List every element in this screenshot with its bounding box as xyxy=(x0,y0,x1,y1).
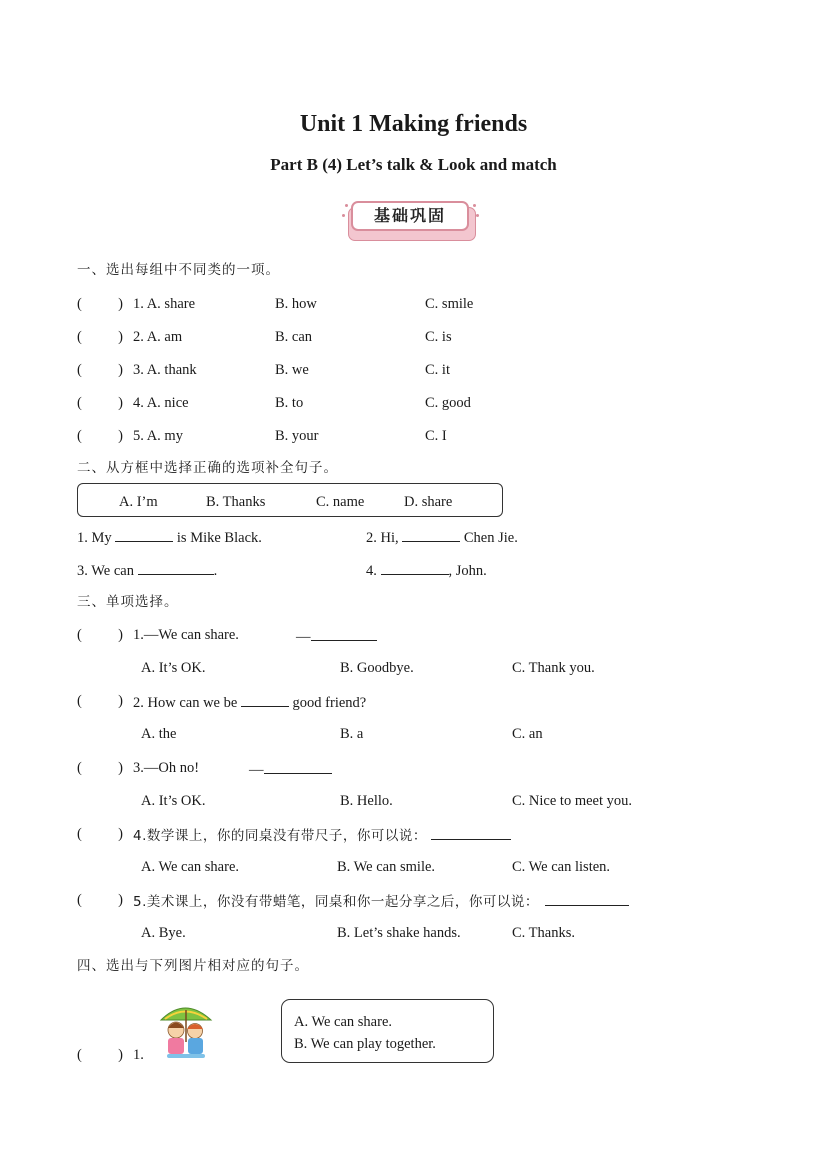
answer-blank[interactable] xyxy=(545,890,629,906)
answer-paren[interactable]: ( ) xyxy=(77,329,123,345)
option-c: C. good xyxy=(425,395,471,411)
section-badge xyxy=(345,200,477,240)
answer-paren[interactable]: ( ) xyxy=(77,395,123,411)
fill-question-1 xyxy=(77,526,262,548)
children-umbrella-picture xyxy=(155,1002,215,1060)
option-a: 1. A. share xyxy=(133,296,196,312)
question-text xyxy=(133,691,366,713)
question-text xyxy=(133,824,511,846)
answer-blank[interactable] xyxy=(264,758,332,774)
answer-paren[interactable]: ( ) xyxy=(77,826,123,842)
question-text: 2. Hi, xyxy=(366,530,399,546)
option-b: B. can xyxy=(275,329,313,345)
option-b: B. We can smile. xyxy=(337,859,436,875)
answer-paren[interactable]: ( ) xyxy=(77,627,123,643)
dash: — xyxy=(296,629,311,645)
option-a: 3. A. thank xyxy=(133,362,197,378)
choice-option: A. We can share. xyxy=(294,1014,393,1030)
answer-blank[interactable] xyxy=(431,824,511,840)
option-c: C. We can listen. xyxy=(512,859,611,875)
question-text: 1. My xyxy=(77,530,112,546)
question-text: 3. We can xyxy=(77,563,134,579)
option-b: B. your xyxy=(275,428,319,444)
fill-question-3 xyxy=(77,559,217,581)
answer-blank[interactable] xyxy=(115,526,173,542)
section1-heading: 一、选出每组中不同类的一项。 xyxy=(77,262,280,278)
option-a: A. the xyxy=(141,726,177,742)
word-option: D. share xyxy=(404,494,453,510)
answer-paren[interactable]: ( ) xyxy=(77,760,123,776)
answer-paren[interactable]: ( ) xyxy=(77,362,123,378)
badge-label: 基础巩固 xyxy=(373,206,446,225)
fill-question-4 xyxy=(366,559,487,581)
option-a: A. It’s OK. xyxy=(141,793,206,809)
section2-heading: 二、从方框中选择正确的选项补全句子。 xyxy=(77,460,338,476)
question-text: 1.—We can share. xyxy=(133,627,239,643)
answer-paren[interactable]: ( ) xyxy=(77,1047,123,1063)
option-b: B. Hello. xyxy=(340,793,393,809)
word-option: A. I’m xyxy=(119,494,158,510)
badge-dot xyxy=(342,214,345,217)
badge-dot xyxy=(476,214,479,217)
option-c: C. an xyxy=(512,726,543,742)
answer-paren[interactable]: ( ) xyxy=(77,296,123,312)
option-b: B. we xyxy=(275,362,309,378)
answer-paren[interactable]: ( ) xyxy=(77,428,123,444)
section4-heading: 四、选出与下列图片相对应的句子。 xyxy=(77,958,309,974)
page-subtitle: Part B (4) Let’s talk & Look and match xyxy=(270,155,557,174)
option-c: C. Thank you. xyxy=(512,660,595,676)
answer-paren[interactable]: ( ) xyxy=(77,892,123,908)
question-text: is Mike Black. xyxy=(176,530,262,546)
question-text: good friend? xyxy=(292,695,367,711)
answer-blank[interactable] xyxy=(402,526,460,542)
dash: — xyxy=(249,762,264,778)
option-c: C. Nice to meet you. xyxy=(512,793,633,809)
option-c: C. it xyxy=(425,362,450,378)
option-a: A. Bye. xyxy=(141,925,186,941)
reply-line xyxy=(296,625,377,647)
answer-blank[interactable] xyxy=(138,559,214,575)
page-title: Unit 1 Making friends xyxy=(299,111,528,137)
option-a: 4. A. nice xyxy=(133,395,189,411)
question-text: 3.—Oh no! xyxy=(133,760,200,776)
badge-dot xyxy=(473,204,476,207)
option-b: B. a xyxy=(340,726,364,742)
reply-line xyxy=(249,758,332,780)
answer-paren[interactable]: ( ) xyxy=(77,693,123,709)
answer-blank[interactable] xyxy=(241,691,289,707)
option-c: C. Thanks. xyxy=(512,925,575,941)
option-c: C. I xyxy=(425,428,447,444)
question-text: 4. xyxy=(366,563,377,579)
option-b: B. how xyxy=(275,296,317,312)
option-b: B. to xyxy=(275,395,304,411)
answer-blank[interactable] xyxy=(381,559,449,575)
question-text: 2. How can we be xyxy=(133,695,238,711)
question-text: 4.数学课上，你的同桌没有带尺子，你可以说： xyxy=(133,828,427,844)
word-option: C. name xyxy=(316,494,365,510)
word-option: B. Thanks xyxy=(206,494,266,510)
answer-blank[interactable] xyxy=(311,625,377,641)
badge-dot xyxy=(345,204,348,207)
option-b: B. Let’s shake hands. xyxy=(337,925,461,941)
option-c: C. smile xyxy=(425,296,474,312)
question-text: , John. xyxy=(448,563,487,579)
choice-option: B. We can play together. xyxy=(294,1036,436,1052)
section3-heading: 三、单项选择。 xyxy=(77,594,179,610)
question-text: Chen Jie. xyxy=(463,530,518,546)
option-c: C. is xyxy=(425,329,452,345)
question-text: . xyxy=(213,563,218,579)
option-a: A. It’s OK. xyxy=(141,660,206,676)
question-text: 5.美术课上，你没有带蜡笔，同桌和你一起分享之后，你可以说： xyxy=(133,894,539,910)
option-a: 5. A. my xyxy=(133,428,183,444)
option-a: A. We can share. xyxy=(141,859,240,875)
question-text xyxy=(133,890,629,912)
question-number: 1. xyxy=(133,1047,144,1063)
fill-question-2 xyxy=(366,526,518,548)
option-a: 2. A. am xyxy=(133,329,183,345)
option-b: B. Goodbye. xyxy=(340,660,414,676)
